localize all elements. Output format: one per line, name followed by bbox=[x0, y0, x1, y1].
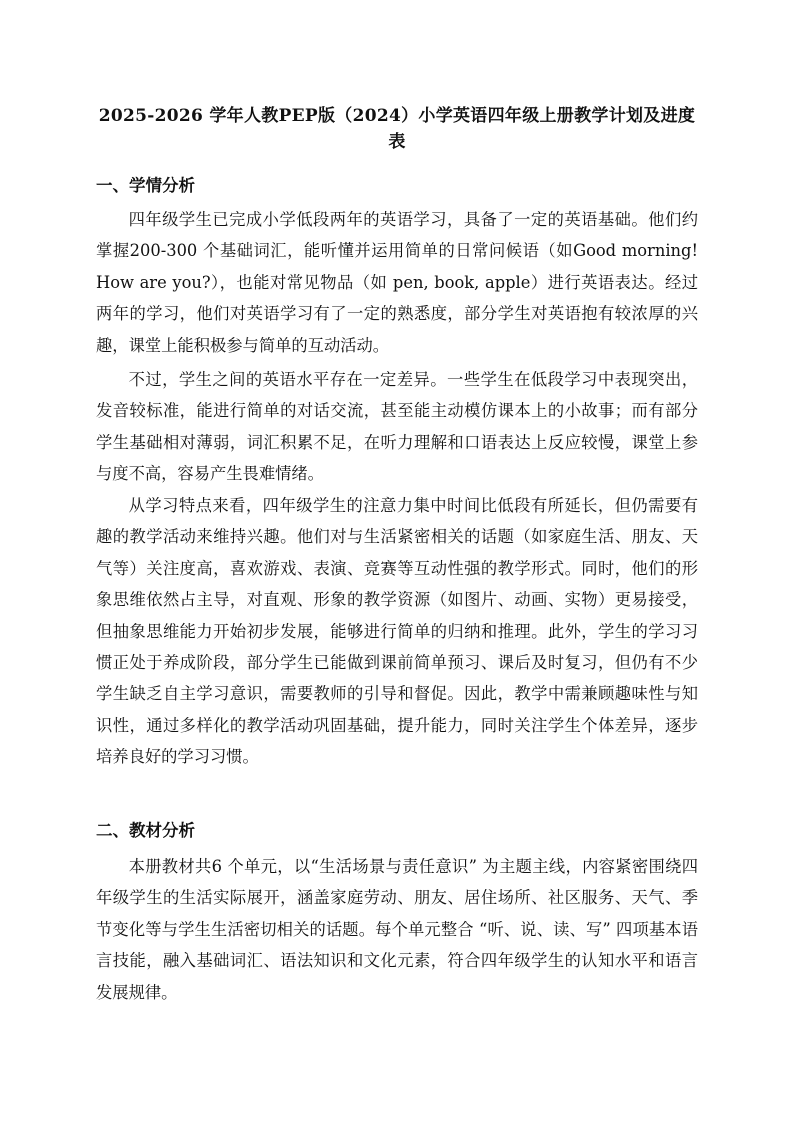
paragraph-learner-foundation: 四年级学生已完成小学低段两年的英语学习，具备了一定的英语基础。他们约掌握200-300 个基础词汇，能听懂并运用简单的日常问候语（如Good morning! How are you?），也能对常见物品（如 pen, book, apple）进行英语表达。经过两年的学习，他们对英语学习有了一定的熟悉度，部分学生对英语抱有较浓厚的兴趣，课堂上能积极参与简单的互动活动。 bbox=[96, 210, 698, 355]
paragraph-textbook-overview: 本册教材共6 个单元，以“生活场景与责任意识” 为主题主线，内容紧密围绕四年级学生的生活实际展开，涵盖家庭劳动、朋友、居住场所、社区服务、天气、季节变化等与学生生活密切相关的话题。每个单元整合 “听、说、读、写” 四项基本语言技能，融入基础词汇、语法知识和文化元素，符合四年级学生的认知水平和语言发展规律。 bbox=[96, 857, 698, 1002]
section-heading-learner-analysis: 一、学情分析 bbox=[96, 176, 195, 195]
section-heading-textbook-analysis: 二、教材分析 bbox=[96, 821, 195, 840]
paragraph-learner-differences: 不过，学生之间的英语水平存在一定差异。一些学生在低段学习中表现突出，发音较标准，能进行简单的对话交流，甚至能主动模仿课本上的小故事；而有部分学生基础相对薄弱，词汇积累不足，在听力理解和口语表达上反应较慢，课堂上参与度不高，容易产生畏难情绪。 bbox=[96, 370, 698, 484]
document-title: 2025-2026 学年人教PEP版（2024）小学英语四年级上册教学计划及进度表 bbox=[98, 106, 696, 152]
paragraph-learning-characteristics: 从学习特点来看，四年级学生的注意力集中时间比低段有所延长，但仍需要有趣的教学活动来维持兴趣。他们对与生活紧密相关的话题（如家庭生活、朋友、天气等）关注度高，喜欢游戏、表演、竞赛等互动性强的教学形式。同时，他们的形象思维依然占主导，对直观、形象的教学资源（如图片、动画、实物）更易接受，但抽象思维能力开始初步发展，能够进行简单的归纳和推理。此外，学生的学习习惯正处于养成阶段，部分学生已能做到课前简单预习、课后及时复习，但仍有不少学生缺乏自主学习意识，需要教师的引导和督促。因此，教学中需兼顾趣味性与知识性，通过多样化的教学活动巩固基础，提升能力，同时关注学生个体差异，逐步培养良好的学习习惯。 bbox=[96, 496, 698, 767]
